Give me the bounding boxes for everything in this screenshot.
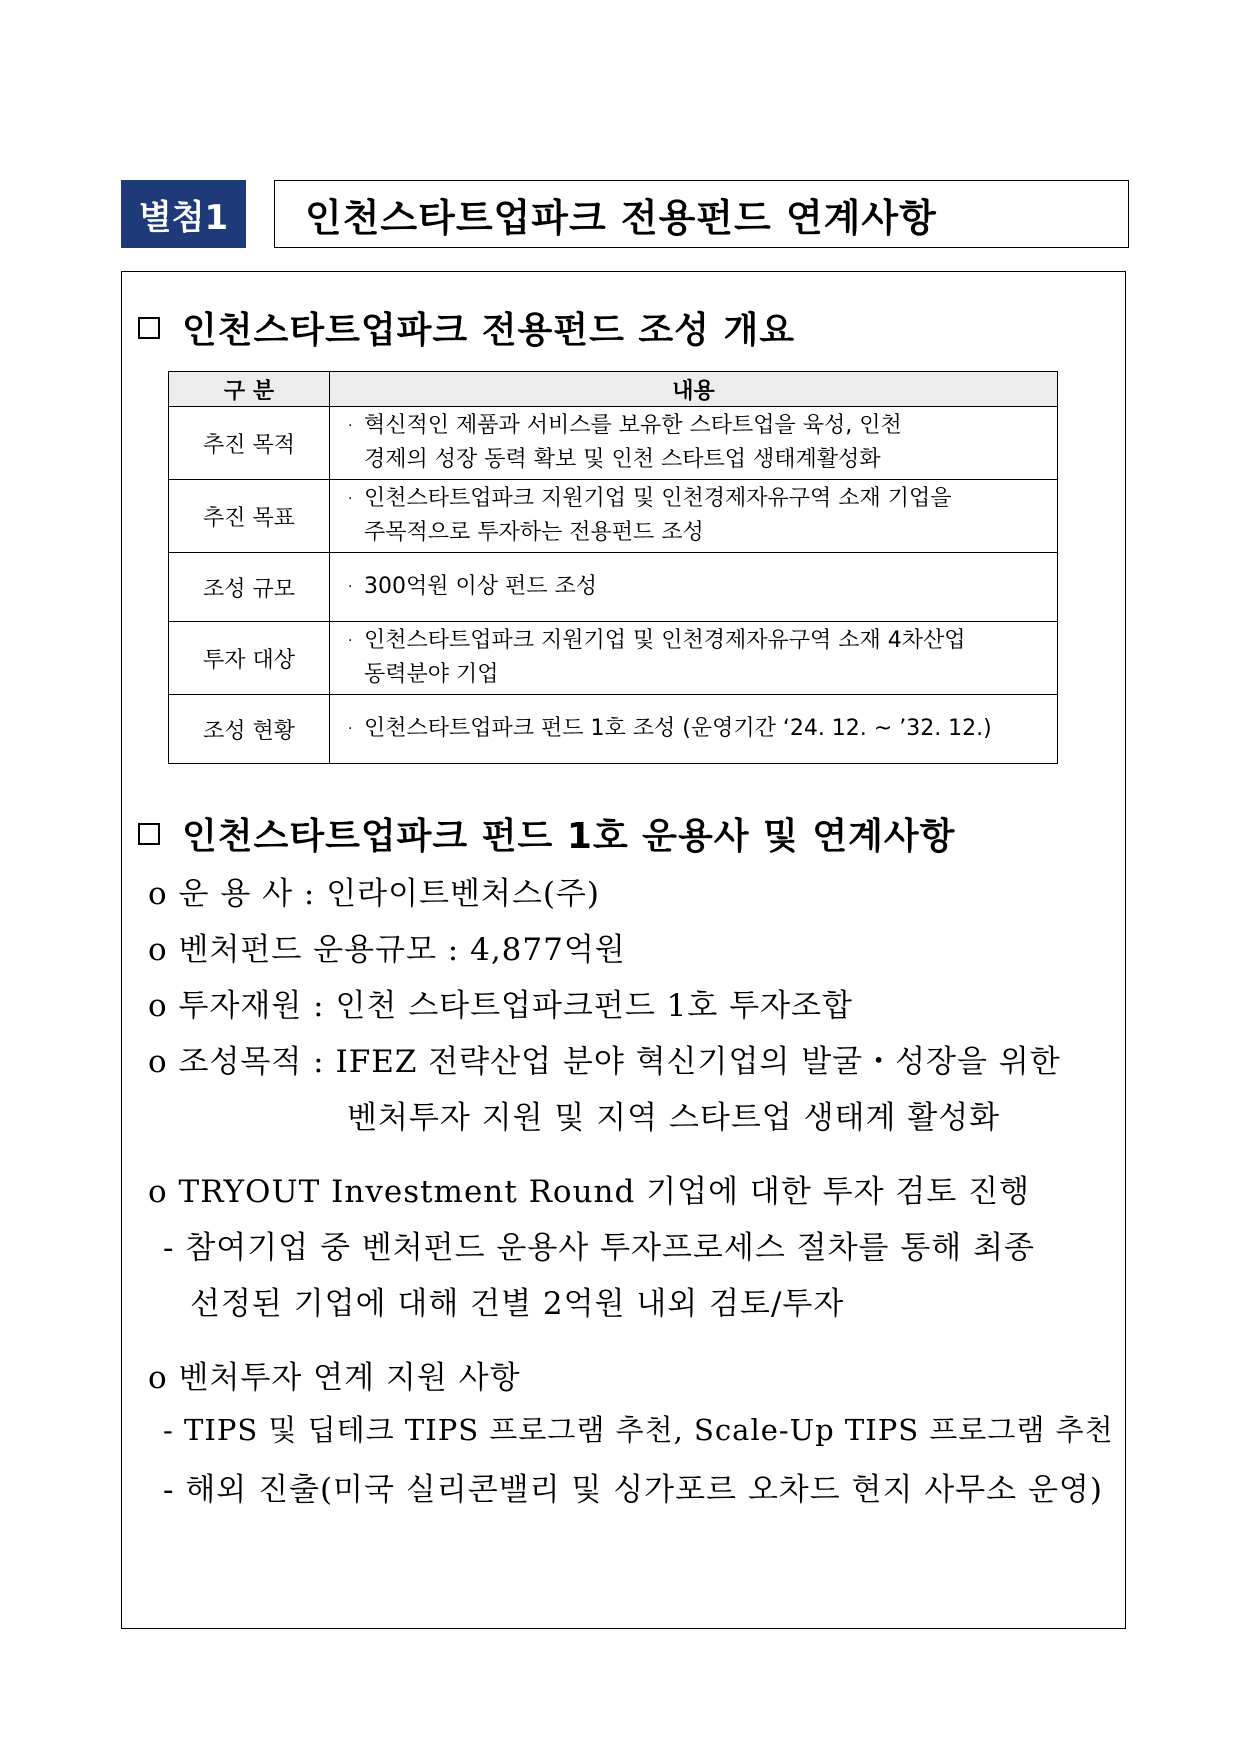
table-row: [169, 480, 1058, 553]
overview-table: [168, 371, 1058, 764]
funding-source-line: o 투자재원 : 인천 스타트업파크펀드 1호 투자조합: [148, 988, 853, 1024]
purpose-line: o 조성목적 : IFEZ 전략산업 분야 혁신기업의 발굴・성장을 위한: [148, 1044, 1061, 1080]
table-cell-category: 추진 목표: [169, 480, 330, 553]
content-line: 인천스타트업파크 지원기업 및 인천경제자유구역 소재 4차산업: [364, 628, 966, 653]
table-row: [169, 622, 1058, 695]
document-title: [274, 180, 1129, 248]
content-line: 인천스타트업파크 펀드 1호 조성 (운영기간 ‘24. 12. ~ ’32. 12.): [364, 716, 992, 741]
content-line: 300억원 이상 펀드 조성: [364, 574, 597, 599]
support-tips-line: - TIPS 및 딥테크 TIPS 프로그램 추천, Scale-Up TIPS 프로그램 추천: [163, 1413, 1114, 1447]
bullet-dot: ·: [348, 491, 353, 507]
table-cell-category: 투자 대상: [169, 622, 330, 695]
support-heading-line: o 벤처투자 연계 지원 사항: [148, 1360, 521, 1396]
table-header-content: 내용: [330, 372, 1058, 407]
purpose-line-continued: 벤처투자 지원 및 지역 스타트업 생태계 활성화: [347, 1100, 1001, 1136]
content-line: 주목적으로 투자하는 전용펀드 조성: [364, 520, 704, 545]
bullet-dot: ·: [348, 633, 353, 649]
content-line: 혁신적인 제품과 서비스를 보유한 스타트업을 육성, 인천: [364, 413, 902, 438]
table-cell-category: 조성 규모: [169, 553, 330, 622]
table-cell-category: 조성 현황: [169, 695, 330, 764]
section1-heading: [138, 302, 795, 353]
table-cell-content: [330, 407, 1058, 480]
table-cell-content: [330, 622, 1058, 695]
table-row: [169, 407, 1058, 480]
checkbox-icon: [138, 317, 160, 339]
table-cell-content: [330, 553, 1058, 622]
table-row: [169, 695, 1058, 764]
table-row: [169, 553, 1058, 622]
section2-heading-text: 인천스타트업파크 펀드 1호 운용사 및 연계사항: [182, 816, 956, 857]
bullet-dot: ·: [348, 579, 353, 595]
checkbox-icon: [138, 823, 160, 845]
table-header-category: 구 분: [169, 372, 330, 407]
content-line: 경제의 성장 동력 확보 및 인천 스타트업 생태계활성화: [364, 447, 881, 472]
content-line: 인천스타트업파크 지원기업 및 인천경제자유구역 소재 기업을: [364, 486, 952, 511]
tryout-detail-line: - 참여기업 중 벤처펀드 운용사 투자프로세스 절차를 통해 최종: [163, 1230, 1035, 1266]
support-overseas-line: - 해외 진출(미국 실리콘밸리 및 싱가포르 오차드 현지 사무소 운영): [163, 1472, 1103, 1508]
section2-heading: [138, 808, 955, 859]
attachment-badge: 별첨1: [121, 180, 246, 248]
table-cell-content: [330, 480, 1058, 553]
document-title-text: 인천스타트업파크 전용펀드 연계사항: [305, 195, 937, 240]
fund-size-line: o 벤처펀드 운용규모 : 4,877억원: [148, 932, 626, 968]
table-header-row: [169, 372, 1058, 407]
table-cell-category: 추진 목적: [169, 407, 330, 480]
table-cell-content: [330, 695, 1058, 764]
section1-heading-text: 인천스타트업파크 전용펀드 조성 개요: [182, 310, 796, 351]
bullet-dot: ·: [348, 418, 353, 434]
content-line: 동력분야 기업: [364, 662, 499, 687]
operator-line: o 운 용 사 : 인라이트벤처스(주): [148, 876, 600, 912]
tryout-line: o TRYOUT Investment Round 기업에 대한 투자 검토 진행: [148, 1174, 1031, 1210]
bullet-dot: ·: [348, 721, 353, 737]
tryout-detail-line-continued: 선정된 기업에 대해 건별 2억원 내외 검토/투자: [190, 1286, 845, 1322]
